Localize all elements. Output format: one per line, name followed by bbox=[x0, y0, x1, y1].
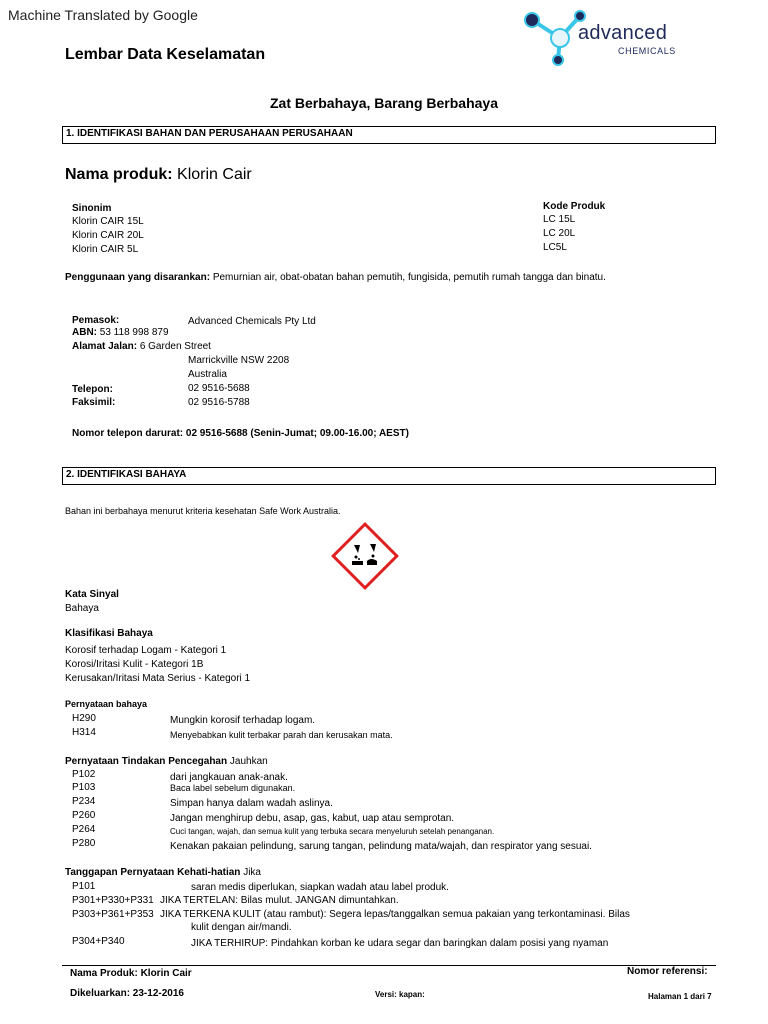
synonym-item: Klorin CAIR 15L bbox=[72, 216, 144, 227]
address-line bbox=[72, 341, 211, 352]
response-first-word: Jika bbox=[243, 867, 261, 878]
document-subtitle: Zat Berbahaya, Barang Berbahaya bbox=[270, 95, 498, 111]
prevention-code: P280 bbox=[72, 838, 96, 849]
prevention-text: Kenakan pakaian pelindung, sarung tangan, pelindung mata/wajah, dan respirator yang sesuai. bbox=[170, 841, 592, 852]
hazard-text: Mungkin korosif terhadap logam. bbox=[170, 715, 316, 726]
response-code: P304+P340 bbox=[72, 936, 125, 947]
hazard-code: H290 bbox=[72, 713, 96, 724]
synonym-item: Klorin CAIR 5L bbox=[72, 244, 139, 255]
section-2-header bbox=[62, 467, 716, 485]
supplier-value: Advanced Chemicals Pty Ltd bbox=[188, 316, 316, 327]
prevention-first-word: Jauhkan bbox=[229, 756, 268, 767]
emergency-phone: Nomor telepon darurat: 02 9516-5688 (Senin-Jumat; 09.00-16.00; AEST) bbox=[72, 428, 409, 439]
footer-reference-number: Nomor referensi: bbox=[627, 966, 708, 977]
hazard-intro: Bahan ini berbahaya menurut kriteria kesehatan Safe Work Australia. bbox=[65, 506, 341, 516]
prevention-code: P234 bbox=[72, 796, 96, 807]
prevention-text: Simpan hanya dalam wadah aslinya. bbox=[170, 798, 333, 809]
footer-page-number: Halaman 1 dari 7 bbox=[648, 992, 712, 1001]
synonyms-label: Sinonim bbox=[72, 203, 112, 214]
product-code-item: LC5L bbox=[543, 242, 567, 253]
recommended-use-line bbox=[65, 272, 606, 283]
brand-name: advanced bbox=[578, 22, 668, 44]
response-text: saran medis diperlukan, siapkan wadah atau label produk. bbox=[191, 882, 449, 893]
hazard-statements-label: Pernyataan bahaya bbox=[65, 699, 148, 709]
product-name-line bbox=[65, 166, 252, 184]
phone-value: 02 9516-5688 bbox=[188, 383, 250, 394]
synonym-item: Klorin CAIR 20L bbox=[72, 230, 144, 241]
footer-divider bbox=[62, 965, 716, 966]
hazard-class-item: Korosif terhadap Logam - Kategori 1 bbox=[65, 645, 227, 656]
prevention-text: Cuci tangan, wajah, dan semua kulit yang terbuka secara menyeluruh setelah penanganan. bbox=[170, 827, 495, 836]
product-code-item: LC 20L bbox=[543, 228, 576, 239]
recommended-use-value: Pemurnian air, obat-obatan bahan pemutih, fungisida, pemutih rumah tangga dan binatu. bbox=[212, 272, 606, 283]
hazard-class-item: Kerusakan/Iritasi Mata Serius - Kategori 1 bbox=[65, 673, 251, 684]
supplier-label: Pemasok: bbox=[72, 315, 120, 326]
prevention-code: P103 bbox=[72, 782, 96, 793]
abn-line bbox=[72, 327, 169, 338]
prevention-text: Baca label sebelum digunakan. bbox=[170, 783, 296, 793]
document-title: Lembar Data Keselamatan bbox=[65, 46, 266, 63]
response-text: JIKA TERHIRUP: Pindahkan korban ke udara segar dan baringkan dalam posisi yang nyaman bbox=[191, 938, 609, 949]
footer-product-name: Nama Produk: Klorin Cair bbox=[70, 968, 192, 979]
section-1-header bbox=[62, 126, 716, 144]
section-1-heading: 1. IDENTIFIKASI BAHAN DAN PERUSAHAAN PERUSAHAAN bbox=[66, 128, 353, 139]
signal-word-label: Kata Sinyal bbox=[65, 589, 119, 600]
response-text: JIKA TERTELAN: Bilas mulut. JANGAN dimuntahkan. bbox=[160, 895, 399, 906]
prevention-text: dari jangkauan anak-anak. bbox=[170, 772, 288, 783]
prevention-code: P102 bbox=[72, 769, 96, 780]
product-codes-label: Kode Produk bbox=[543, 201, 606, 212]
hazard-class-item: Korosi/Iritasi Kulit - Kategori 1B bbox=[65, 659, 204, 670]
company-logo bbox=[518, 6, 698, 66]
hazard-code: H314 bbox=[72, 727, 96, 738]
signal-word-value: Bahaya bbox=[65, 603, 99, 614]
fax-label: Faksimil: bbox=[72, 397, 116, 408]
recommended-use-label: Penggunaan yang disarankan: bbox=[65, 272, 211, 283]
prevention-text: Jangan menghirup debu, asap, gas, kabut, uap atau semprotan. bbox=[170, 813, 455, 824]
prevention-label: Pernyataan Tindakan Pencegahan bbox=[65, 756, 228, 767]
address-street: 6 Garden Street bbox=[139, 341, 211, 352]
product-name-label: Nama produk: bbox=[65, 166, 173, 183]
address-country: Australia bbox=[188, 369, 227, 380]
footer-issued-date: Dikeluarkan: 23-12-2016 bbox=[70, 988, 184, 999]
address-city: Marrickville NSW 2208 bbox=[188, 355, 290, 366]
response-label: Tanggapan Pernyataan Kehati-hatian bbox=[65, 867, 241, 878]
brand-subname: CHEMICALS bbox=[618, 46, 676, 56]
hazard-text: Menyebabkan kulit terbakar parah dan kerusakan mata. bbox=[170, 730, 393, 740]
product-name-value: Klorin Cair bbox=[177, 166, 252, 183]
response-text: JIKA TERKENA KULIT (atau rambut): Segera lepas/tanggalkan semua pakaian yang terkontaminasi. Bilas bbox=[160, 909, 630, 920]
machine-translated-banner: Machine Translated by Google bbox=[8, 7, 198, 23]
hazard-classification-label: Klasifikasi Bahaya bbox=[65, 628, 153, 639]
prevention-code: P264 bbox=[72, 824, 96, 835]
abn-label: ABN: bbox=[72, 327, 97, 338]
prevention-code: P260 bbox=[72, 810, 96, 821]
corrosion-pictogram-icon bbox=[331, 522, 399, 590]
address-label: Alamat Jalan: bbox=[72, 341, 138, 352]
prevention-heading bbox=[65, 756, 268, 767]
product-code-item: LC 15L bbox=[543, 214, 576, 225]
response-heading bbox=[65, 867, 261, 878]
response-text-continued: kulit dengan air/mandi. bbox=[191, 922, 292, 933]
response-code: P101 bbox=[72, 881, 96, 892]
section-2-heading: 2. IDENTIFIKASI BAHAYA bbox=[66, 469, 187, 480]
response-code: P301+P330+P331 bbox=[72, 895, 154, 906]
response-code: P303+P361+P353 bbox=[72, 909, 154, 920]
abn-value: 53 118 998 879 bbox=[99, 327, 169, 338]
fax-value: 02 9516-5788 bbox=[188, 397, 250, 408]
footer-version: Versi: kapan: bbox=[375, 990, 425, 999]
phone-label: Telepon: bbox=[72, 384, 113, 395]
